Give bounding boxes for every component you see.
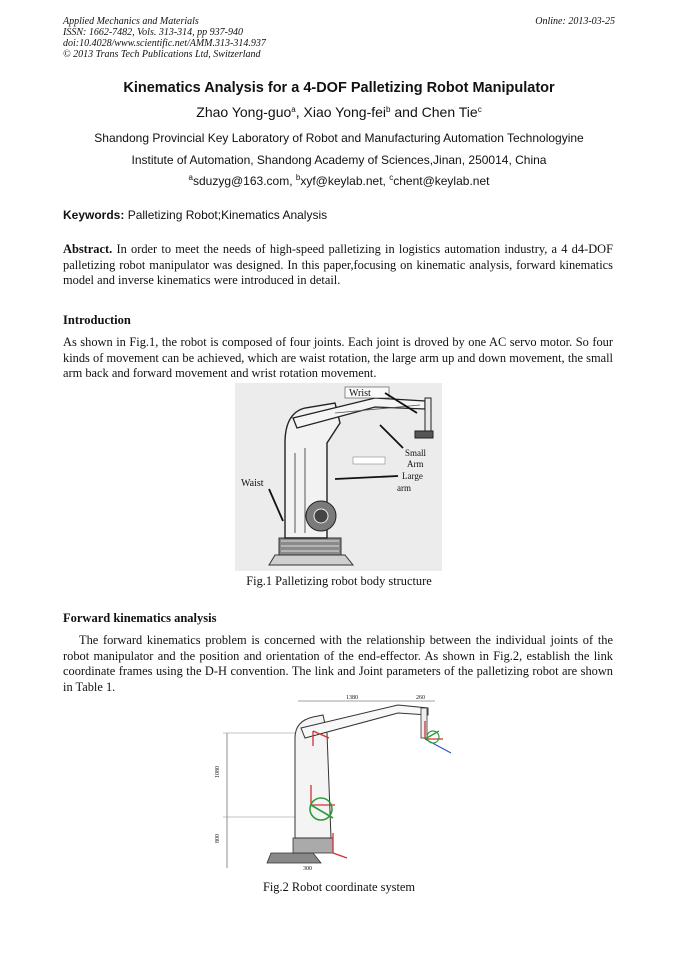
author-sup: a [291, 105, 296, 114]
abstract-text: In order to meet the needs of high-speed palletizing in logistics automation industry, a 4 d4-DOF palletizing robot manipulator was designed. In this paper,focusing on kinematic analysis, forward kinematics model and inverse kinematics were introduced in detail. [63, 242, 613, 287]
figure-1-robot-structure [235, 383, 442, 571]
email-link[interactable]: xyf@keylab.net [300, 174, 383, 188]
label-waist: Waist [241, 478, 264, 489]
dim-top-1: 1380 [346, 695, 358, 701]
wrist [425, 398, 431, 433]
author-name: Xiao Yong-fei [303, 104, 387, 120]
robot-base [269, 555, 353, 565]
online-date: Online: 2013-03-25 [535, 16, 615, 27]
keywords [63, 208, 613, 224]
dim-bottom: 300 [303, 866, 312, 872]
journal-name: Applied Mechanics and Materials [63, 16, 199, 27]
robot-base [267, 853, 321, 863]
author-list: Zhao Yong-guo$^a$, Xiao Yong-fei$^b$ and Chen Tie$^c$ [196, 104, 482, 120]
keywords-text: Palletizing Robot;Kinematics Analysis [127, 208, 328, 222]
abstract-label: Abstract. [63, 242, 113, 256]
journal-header [63, 16, 266, 60]
label-wrist: Wrist [349, 388, 371, 399]
label-small-arm-1: Small [405, 448, 427, 458]
label-small-arm-2: Arm [407, 459, 424, 469]
copyright: © 2013 Trans Tech Publications Ltd, Switzerland [63, 49, 261, 60]
introduction-text: As shown in Fig.1, the robot is composed of four joints. Each joint is droved by one AC servo motor. So four kinds of movement can be achieved, which are waist rotation, the large arm up and down movement, the small arm back and forward movement and wrist rotation movement. [63, 335, 613, 380]
abstract [63, 242, 613, 289]
dim-left-1: 1080 [215, 766, 221, 778]
issn: ISSN: 1662-7482, Vols. 313-314, pp 937-940 [63, 27, 243, 38]
section-heading-forward-kinematics: Forward kinematics analysis [63, 611, 217, 625]
dim-top-2: 260 [416, 695, 425, 701]
email-link[interactable]: chent@keylab.net [393, 174, 490, 188]
author-sup: c [477, 105, 482, 114]
dim-left-2: 800 [215, 834, 221, 843]
label-large-arm-1: Large [402, 471, 423, 481]
doi: doi:10.4028/www.scientific.net/AMM.313-314.937 [63, 38, 266, 49]
author-name: Chen Tie [421, 104, 478, 120]
section-heading-introduction: Introduction [63, 313, 131, 327]
robot-body-illustration [235, 383, 442, 571]
affiliation-line-1: Shandong Provincial Key Laboratory of Robot and Manufacturing Automation Technologyine [94, 131, 584, 145]
wrist [421, 708, 427, 738]
affiliation-line-2: Institute of Automation, Shandong Academy of Sciences,Jinan, 250014, China [131, 153, 547, 167]
email-link[interactable]: sduzyg@163.com [192, 174, 290, 188]
figure-2-coordinate-system [213, 693, 458, 873]
paper-title: Kinematics Analysis for a 4-DOF Palletizing Robot Manipulator [123, 80, 555, 96]
author-sup: b [386, 105, 391, 114]
coordinate-system-illustration [213, 693, 458, 873]
figure-2-caption: Fig.2 Robot coordinate system [262, 880, 416, 894]
waist-joint [293, 838, 333, 853]
author-name: Zhao Yong-guo [196, 104, 292, 120]
email-line: $^a$sduzyg@163.com, $^b$xyf@keylab.net, $^c$chent@keylab.net [188, 173, 490, 188]
label-large-arm-2: arm [397, 483, 411, 493]
keywords-label: Keywords: [63, 208, 125, 222]
figure-1-caption: Fig.1 Palletizing robot body structure [246, 574, 432, 588]
forward-kinematics-text: The forward kinematics problem is concerned with the relationship between the individual joints of the robot manipulator and the position and orientation of the end-effector. As shown in Fig.2, establish the link coordinate frames using the D-H convention. The link and Joint parameters of the palletizing robot are shown in Table 1. [63, 633, 613, 694]
